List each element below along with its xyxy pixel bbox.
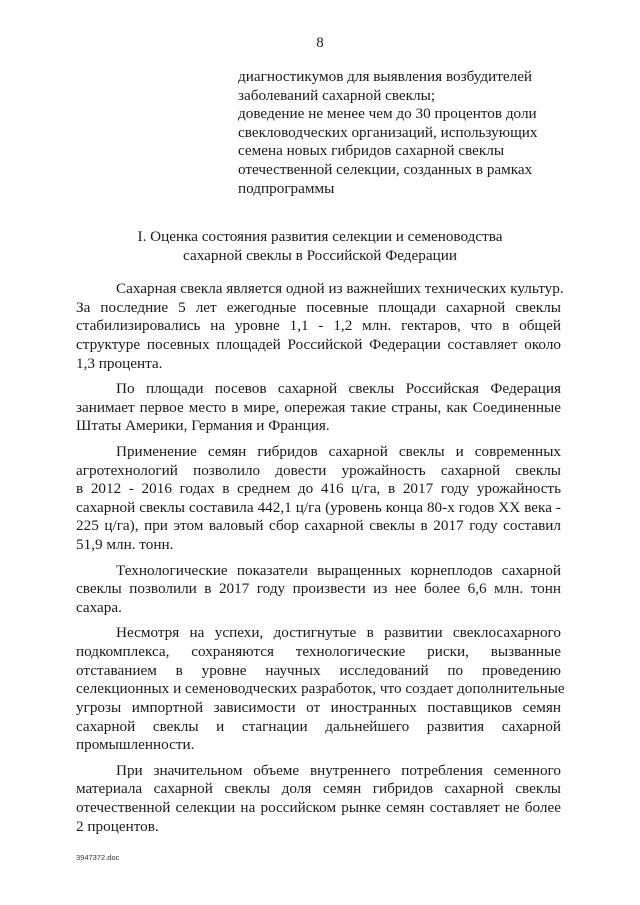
section-body	[76, 280, 565, 843]
paragraph-2	[76, 380, 561, 436]
paragraph-line: стабилизировались на уровне 1,1 - 1,2 млн. гектаров, что в общей	[76, 317, 561, 335]
paragraph-1	[76, 280, 564, 373]
paragraph-line: отставанием в уровне научных исследований по проведению	[76, 661, 561, 679]
paragraph-line: селекционных и семеноводческих разработок, что создает дополнительные	[76, 680, 565, 698]
intro-line: диагностикумов для выявления возбудителей	[238, 68, 533, 85]
page-number: 8	[316, 35, 324, 51]
paragraph-line: сахарной свеклы и стагнации дальнейшего развития сахарной	[76, 717, 561, 735]
section-heading-line: I. Оценка состояния развития селекции и семеноводства	[137, 228, 503, 245]
paragraph-line: в 2012 - 2016 годах в среднем до 416 ц/га, в 2017 году урожайность	[76, 480, 561, 498]
intro-line: доведение не менее чем до 30 процентов доли	[238, 105, 537, 123]
paragraph-5	[76, 624, 565, 755]
document-file-code: 3947372.doc	[76, 853, 120, 862]
paragraph-line: отечественной селекции на российском рынке семян составляет не более	[76, 799, 561, 817]
paragraph-6	[76, 762, 561, 837]
intro-line: свекловодческих организаций, использующих	[238, 123, 538, 141]
paragraph-line: Сахарная свекла является одной из важнейших технических культур.	[116, 280, 564, 297]
paragraph-line: свеклы позволили в 2017 году произвести из нее более 6,6 млн. тонн	[76, 580, 561, 598]
paragraph-line: угрозы импортной зависимости от иностранных поставщиков семян	[76, 698, 561, 716]
paragraph-line: Несмотря на успехи, достигнутые в развитии свеклосахарного	[116, 624, 561, 642]
paragraph-4	[76, 562, 561, 618]
paragraph-line: 225 ц/га), при этом валовый сбор сахарной свеклы в 2017 году составил	[76, 517, 561, 535]
paragraph-line: подкомплекса, сохраняются технологические риски, вызванные	[76, 643, 561, 660]
intro-paragraph	[238, 68, 578, 198]
intro-line: подпрограммы	[238, 179, 335, 197]
paragraph-line: материала сахарной свеклы доля семян гибридов сахарной свеклы	[76, 780, 561, 798]
paragraph-line: 51,9 млн. тонн.	[76, 536, 174, 554]
intro-line: отечественной селекции, созданных в рамках	[238, 160, 533, 178]
paragraph-line: сахарной свеклы составила 442,1 ц/га (уровень конца 80-х годов XX века -	[76, 498, 561, 516]
paragraph-line: 1,3 процента.	[76, 354, 163, 372]
section-heading-line: сахарной свеклы в Российской Федерации	[183, 247, 457, 264]
paragraph-line: За последние 5 лет ежегодные посевные площади сахарной свеклы	[76, 298, 561, 316]
paragraph-line: Применение семян гибридов сахарной свеклы и современных	[116, 442, 561, 460]
intro-line: заболеваний сахарной свеклы;	[238, 86, 436, 104]
paragraph-line: промышленности.	[76, 736, 195, 754]
intro-continuation-block	[238, 68, 578, 198]
paragraph-line: При значительном объеме внутреннего потребления семенного	[116, 761, 561, 779]
paragraph-line: Технологические показатели выращенных корнеплодов сахарной	[116, 561, 561, 579]
paragraph-3	[76, 443, 561, 555]
paragraph-line: По площади посевов сахарной свеклы Российская Федерация	[116, 380, 561, 398]
section-heading	[0, 227, 640, 265]
paragraph-line: занимает первое место в мире, опережая такие страны, как Соединенные	[76, 398, 561, 416]
paragraph-line: сахара.	[76, 598, 122, 616]
paragraph-line: агротехнологий позволило довести урожайность сахарной свеклы	[76, 461, 561, 479]
intro-line: семена новых гибридов сахарной свеклы	[238, 142, 505, 160]
paragraph-line: структуре посевных площадей Российской Федерации составляет около	[76, 335, 561, 353]
paragraph-line: Штаты Америки, Германия и Франция.	[76, 417, 330, 435]
paragraph-line: 2 процентов.	[76, 817, 159, 835]
